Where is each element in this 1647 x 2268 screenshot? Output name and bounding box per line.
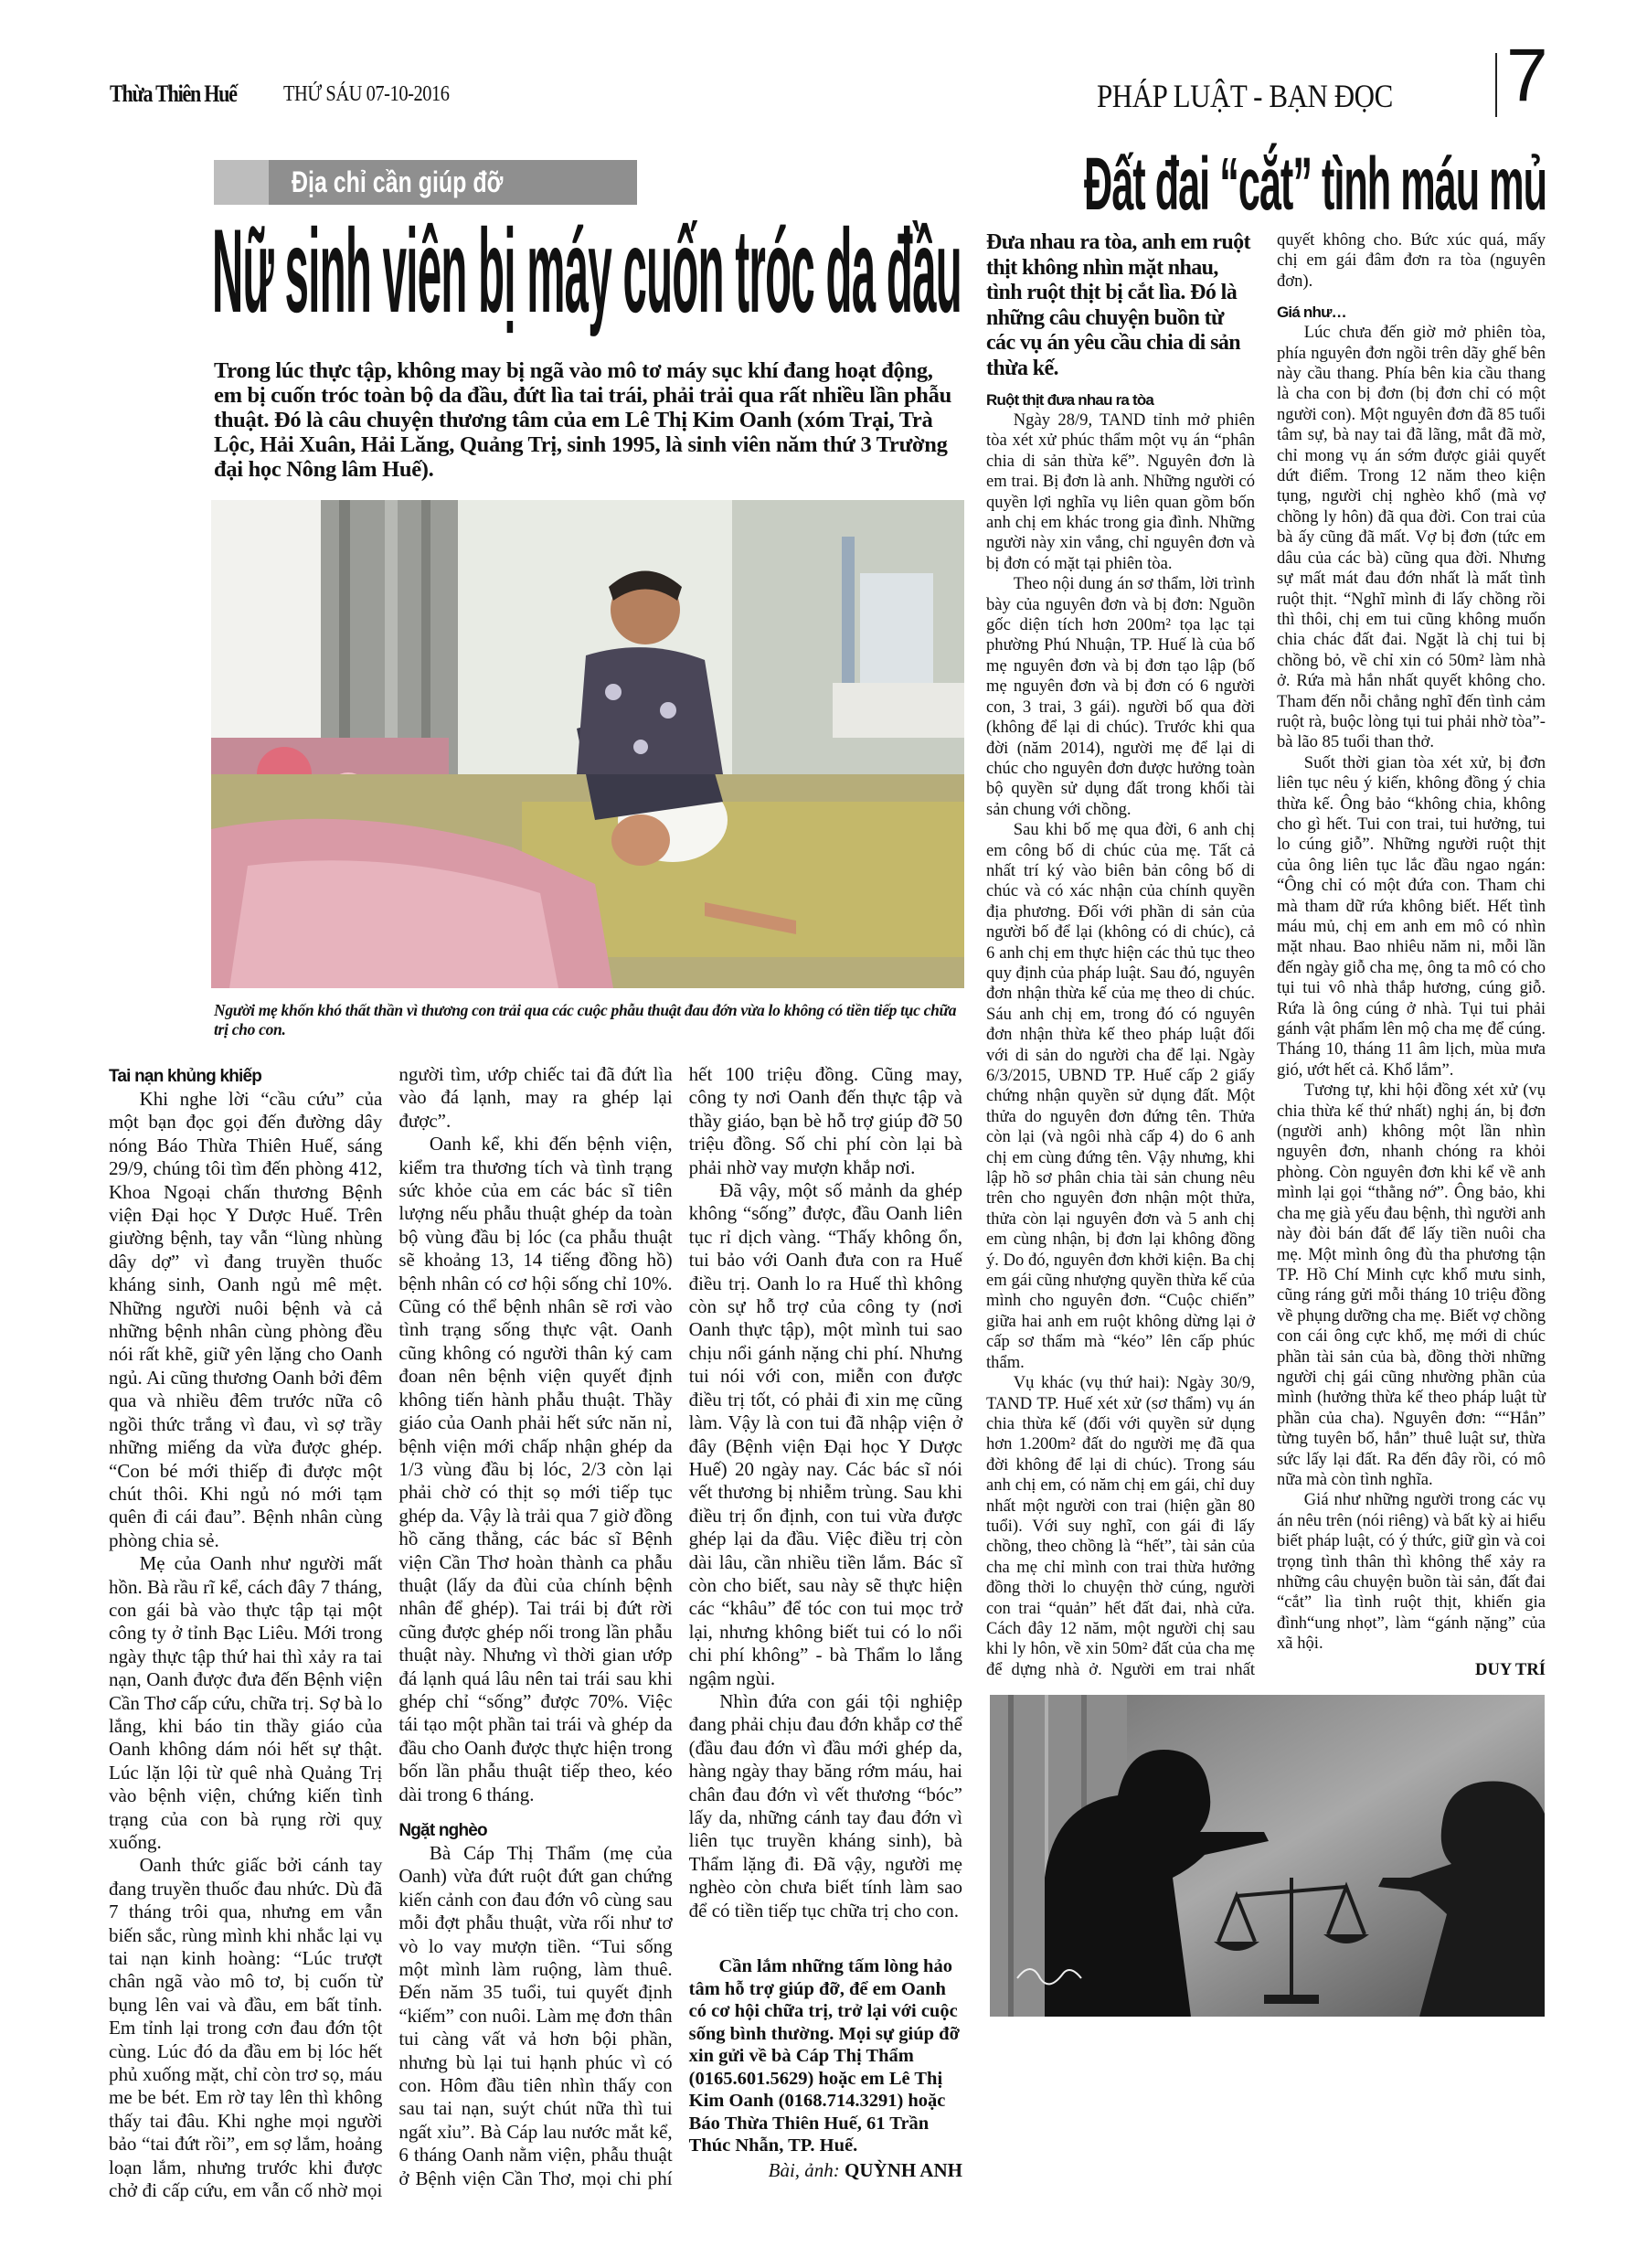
paragraph: Tương tự, khi hội đồng xét xử (vụ chia thừa kế thứ nhất) nghị án, bị đơn (người anh) không một lần nhìn nguyên đơn, nhanh chóng ra khỏi phòng. Còn nguyên đơn khi kể về anh mình lại gọi “thằng nớ”. Ông bảo, khi cha mẹ già yếu đau bệnh, thì người anh này đòi bán đất để lấy tiền nuôi cha mẹ. Một mình ông đù tha phương tận TP. Hồ Chí Minh cực khổ mưu sinh, cũng ráng gửi mỗi tháng 10 triệu đồng về phụng dưỡng cha mẹ. Biết vợ chồng con cái ông cực khổ, mẹ mới di chúc phần tài sản của bà, đồng thời những người chị gái cũng nhường phần của mình (hưởng thừa kế theo pháp luật từ phần của cha). Nguyên đơn: ““Hắn” từng tuyên bố, hắn” thuê luật sư, thừa sức lấy lại đất. Ra đến đây rồi, có mô nữa mà còn tình nghĩa. <box>1277 1081 1546 1489</box>
paragraph: Suốt thời gian tòa xét xử, bị đơn liên tục nêu ý kiến, không đồng ý chia thừa kế. Ông bảo “không chia, không cho gì hết. Tui con trai, tui hưởng, tui lo cúng giỗ”. Những người ruột thịt của ông liên tục lắc đầu ngao ngán: “Ông chỉ có một đứa con. Tham chi mà tham dữ rứa không biết. Hết tình máu mủ, chị em anh em mô có nhìn mặt nhau. Bao nhiêu năm ni, mỗi lần đến ngày giỗ cha mẹ, ông ta mô có cho tụi tui vô nhà thắp hương, cúng giỗ. Rứa là ông cúng ở nhà. Tụi tui phải gánh vật phẩm lên mộ cha mẹ để cúng. Tháng 10, tháng 11 âm lịch, mùa mưa gió, ướt hết cả. Khổ lắm”. <box>1277 752 1546 1080</box>
hospital-photo-image <box>211 500 964 988</box>
subheading-ruot-thit: Ruột thịt đưa nhau ra tòa <box>986 391 1154 409</box>
paragraph: Ngày 28/9, TAND tỉnh mở phiên tòa xét xử phúc thẩm một vụ án “phân chia di sản thừa kế”. Nguyên đơn là em trai. Bị đơn là anh. Những người có quyền lợi nghĩa vụ liên quan gồm bốn anh chị em khác trong gia đình. Những người này xin vắng, chỉ nguyên đơn và bị đơn có mặt tại phiên tòa. <box>986 410 1255 573</box>
paragraph: Lúc chưa đến giờ mở phiên tòa, phía nguyên đơn ngồi trên dãy ghế bên này cầu thang. Phía bên kia cầu thang là cha con bị đơn (bị đơn chỉ có một người con). Một nguyên đơn đã 85 tuổi tâm sự, bà nay tai đã lãng, mắt đã mờ, chỉ mong vụ án sớm được giải quyết dứt điểm. Trong 12 năm theo kiện tụng, người chị nghèo khổ (mà vợ chồng ly hôn) đã qua đời. Con trai của bà ấy cũng đã mất. Vợ bị đơn (tức em dâu của các bà) cũng qua đời. Nhưng sự mất mát đau đớn nhất là mất tình ruột thịt. “Nghĩ mình đi lấy chồng rồi thì thôi, chị em tui cũng không muốn chia chác đất đai. Ngặt là chị tui bị chồng bỏ, về chỉ xin có 50m² làm nhà ở. Rứa mà hắn nhất quyết không cho. Tham đến nỗi chẳng nghĩ đến tình cảm ruột rà, buộc lòng tụi tui phải nhờ tòa”- bà lão 85 tuổi than thở. <box>1277 323 1546 752</box>
byline-author: QUỲNH ANH <box>845 2158 962 2181</box>
section-label-box <box>214 160 637 205</box>
issue-date: THỨ SÁU 07-10-2016 <box>283 82 450 106</box>
right-article-intro: Đưa nhau ra tòa, anh em ruột thịt không nhìn mặt nhau, tình ruột thịt bị cắt lìa. Đó là những câu chuyện buồn từ các vụ án yêu cầu chia di sản thừa kế. <box>986 230 1250 380</box>
paragraph: Theo nội dung án sơ thẩm, lời trình bày của nguyên đơn và bị đơn: Nguồn gốc diện tích hơn 200m² tọa lạc tại phường Phú Nhuận, TP. Huế là của bố mẹ nguyên đơn và bị đơn tạo lập (bố mẹ nguyên đơn và bị đơn có 6 người con, 3 trai, 3 gái). người bố qua đời (không để lại di chúc). Trước khi qua đời (năm 2014), người mẹ để lại di chúc cho nguyên đơn được hưởng toàn bộ quyền sử dụng đất trong khối tài sản chung với chồng. <box>986 574 1255 819</box>
section-name: PHÁP LUẬT - BẠN ĐỌC <box>1097 78 1393 114</box>
silhouette-scales-illustration <box>990 1695 1545 2017</box>
paper-name: Thừa Thiên Huế <box>110 80 237 107</box>
article-photo <box>211 500 964 988</box>
left-article <box>109 358 962 2203</box>
left-article-title: Nữ sinh viên bị máy cuốn tróc da đầu <box>212 204 962 338</box>
label-accent <box>214 160 269 205</box>
paragraph: Oanh kể, khi đến bệnh viện, kiểm tra thương tích và tình trạng sức khỏe của em các bác sĩ tiên lượng nếu phẫu thuật ghép da toàn bộ vùng đầu bị lóc (ca phẫu thuật sẽ khoảng 13, 14 tiếng đồng hồ) bệnh nhân có cơ hội sống chỉ 10%. Cũng có thể bệnh nhân sẽ rơi vào tình trạng sống thực vật. Oanh cũng không có người thân ký cam đoan nên bệnh viện quyết định không tiến hành phẫu thuật. Thầy giáo của Oanh phải hết sức năn nỉ, bệnh viện mới chấp nhận ghép da 1/3 vùng đầu bị lóc, 2/3 còn lại phải chờ có thịt sọ mới tiếp tục ghép da. Vậy là trải qua 7 giờ đồng hồ căng thẳng, các bác sĩ Bệnh viện Cần Thơ hoàn thành ca phẫu thuật (lấy da đùi của chính bệnh nhân để ghép). Tai trái bị đứt rời cũng được ghép nối trong lần phẫu thuật này. Nhưng vì thời gian ướp đá lạnh quá lâu nên tai trái sau khi ghép chỉ “sống” được 70%. Việc tái tạo một phần tai trái và ghép da đầu cho Oanh được thực hiện trong bốn lần phẫu thuật tiếp theo, kéo dài trong 6 tháng. <box>398 1133 673 1805</box>
right-article-headline <box>1084 141 1546 226</box>
right-article-body <box>986 230 1546 1680</box>
subheading-tai-nan: Tai nạn khủng khiếp <box>109 1067 262 1086</box>
paragraph: Sau khi bố mẹ qua đời, 6 anh chị em công bố di chúc của mẹ. Tất cả nhất trí ký vào biên bản công bố di chúc và có xác nhận của chính quyền địa phương. Đối với phần di sản của người bố để lại (không có di chúc), cả 6 anh chị em thực hiện các thủ tục theo quy định của pháp luật. Sau đó, nguyên đơn nhận thừa kế của mẹ theo di chúc. Sáu anh chị em, trong đó có nguyên đơn nhận thừa kế theo pháp luật đối với di sản do người cha để lại. Ngày 6/3/2015, UBND TP. Huế cấp 2 giấy chứng nhận quyền sử dụng đất. Một thửa do nguyên đơn đứng tên. Thửa còn lại (và ngôi nhà cấp 4) do 6 anh chị em cùng đứng tên. Vậy nhưng, khi lập hồ sơ phân chia tài sản chung nêu trên cho nguyên đơn nhận một thửa, thửa còn lại nguyên đơn và 5 anh chị em cùng nhận, bị đơn lại không đồng ý. Do đó, nguyên đơn khởi kiện. Ba chị em gái cũng nhượng quyền thừa kế của mình cho nguyên đơn. “Cuộc chiến” giữa hai anh em ruột không dừng lại ở cấp sơ thẩm mà “kéo” lên cấp phúc thẩm. <box>986 820 1255 1372</box>
paragraph: Bà Cáp Thị Thẩm (mẹ của Oanh) vừa đứt ruột đứt gan chứng kiến cảnh con đau đớn vô cùng sau mỗi đợt phẫu thuật, vừa rối như tơ vò lo vay mượn tiền. “Tui sống một mình làm ruộng, làm thuê. Đến năm 35 tuổi, tui quyết định “kiếm” con nuôi. Làm mẹ đơn thân tui càng vất vả hơn bội phần, nhưng bù lại tui hạnh phúc vì có con. Hôm đầu tiên nhìn thấy con sau tai nạn, suýt chút nữa thì tui ngất xỉu”. Bà Cáp lau nước mắt kể, 6 tháng Oanh nằm viện, phẫu thuật ở Bệnh viện Cần Thơ, mọi chi phí hết 100 triệu đồng. Cũng may, công ty nơi Oanh đến thực tập và thầy giáo, bạn bè hỗ trợ giúp đỡ 50 triệu đồng. Số chi phí còn lại bà phải nhờ vay mượn khắp nơi. <box>398 1063 962 2189</box>
byline <box>689 2159 962 2182</box>
section-label: Địa chỉ cần giúp đỡ <box>292 165 504 198</box>
right-article-author: DUY TRÍ <box>1475 1659 1546 1679</box>
paragraph: Đã vậy, một số mảnh da ghép không “sống” được, đầu Oanh liên tục rỉ dịch vàng. “Thấy không ổn, tui bảo với Oanh đưa con ra Huế điều trị. Oanh lo ra Huế thì không còn sự hỗ trợ của công ty (nơi Oanh thực tập), một mình tui sao chịu nổi gánh nặng chi phí. Nhưng tui nói với con, miễn con được điều trị tốt, có phải đi xin mẹ cũng làm. Vậy là con tui đã nhập viện ở đây (Bệnh viện Đại học Y Dược Huế) 20 ngày nay. Các bác sĩ nói vết thương bị nhiễm trùng. Sau khi điều trị ổn định, con tui vừa được ghép lại da đầu. Việc điều trị còn dài lâu, cần nhiều tiền lắm. Bác sĩ còn cho biết, sau này sẽ thực hiện các “khâu” để tóc con tui mọc trở lại, nhưng không biết tui có lo nổi chi phí không” - bà Thẩm lo lắng ngậm ngùi. <box>688 1179 962 1689</box>
page-number: 7 <box>1506 34 1548 117</box>
subheading-ngat-ngheo: Ngặt nghèo <box>398 1821 487 1840</box>
left-article-body <box>109 1063 962 2203</box>
photo-caption: Người mẹ khốn khó thất thần vì thương con trải qua các cuộc phẫu thuật đau đớn vừa lo không có tiền tiếp tục chữa trị cho con. <box>214 1001 957 1038</box>
paragraph: Giá như những người trong các vụ án nêu trên (nói riêng) và bất kỳ ai hiểu biết pháp luật, có ý thức, giữ gìn và coi trọng tình thân thì không thể xảy ra những câu chuyện buồn tài sản, đất đai “cắt” lìa tình ruột thịt, khiến gia đình“ung nhọt”, làm “gánh nặng” của xã hội. <box>1277 1490 1546 1654</box>
paragraph: Oanh thức giấc bởi cánh tay đang truyền thuốc đau nhức. Dù đã 7 tháng trôi qua, nhưng em vẫn biến sắc, rùng mình khi nhắc lại vụ tai nạn kinh hoàng: “Lúc trượt chân ngã vào mô tơ, bị cuốn từ bụng lên vai và đầu, em bất tỉnh. Em tỉnh lại trong cơn đau đớn tột cùng. Lúc đó da đầu em bị lóc hết phủ xuống mặt, chỉ còn trơ sọ, máu me be bét. Em rờ tay lên thì không thấy tai đâu. Khi nghe mọi người bảo “tai đứt rồi”, em sợ lắm, hoảng loạn lắm, nhưng trước khi được chở đi cấp cứu, em vẫn cố nhờ mọi người tìm, ướp chiếc tai đã đứt lìa vào đá lạnh, may ra ghép lại được”. <box>109 1063 673 2202</box>
paragraph: Nhìn đứa con gái tội nghiệp đang phải chịu đau đớn khắp cơ thể (đầu đau đớn vì đầu mới ghép da, hàng ngày thay băng rớm máu, hai chân đau đớn vì vết thương “bóc” lấy da, những cánh tay đau đớn vì liên tục truyền kháng sinh), bà Thẩm lặng đi. Đã vậy, người mẹ nghèo còn chưa biết tính làm sao để có tiền tiếp tục chữa trị cho con. <box>688 1689 962 1922</box>
header-divider <box>1495 53 1497 117</box>
donation-appeal: Cần lắm những tấm lòng hảo tâm hỗ trợ giúp đỡ, để em Oanh có cơ hội chữa trị, trở lại với cuộc sống bình thường. Mọi sự giúp đỡ xin gửi về bà Cáp Thị Thẩm (0165.601.5629) hoặc em Lê Thị Kim Oanh (0168.714.3291) hoặc Báo Thừa Thiên Huế, 61 Trần Thúc Nhẫn, TP. Huế. <box>688 1956 960 2156</box>
paragraph: Mẹ của Oanh như người mất hồn. Bà rầu rĩ kể, cách đây 7 tháng, con gái bà vào thực tập tại một công ty ở tỉnh Bạc Liêu. Mới trong ngày thực tập thứ hai thì xảy ra tai nạn, Oanh được đưa đến Bệnh viện Cần Thơ cấp cứu, chữa trị. Sợ bà lo lắng, khi báo tin thầy giáo của Oanh không dám nói hết sự thật. Lúc lặn lội từ quê nhà Quảng Trị vào bệnh viện, chứng kiến tình trạng của con bà rụng rời quỵ xuống. <box>109 1552 383 1853</box>
right-article-title: Đất đai “cắt” tình máu mủ <box>1084 141 1546 226</box>
paragraph: Khi nghe lời “cầu cứu” của một bạn đọc gọi đến đường dây nóng Báo Thừa Thiên Huế, sáng 29/9, chúng tôi tìm đến phòng 412, Khoa Ngoại chấn thương Bệnh viện Đại học Y Dược Huế. Trên giường bệnh, tay vẫn “lùng nhùng dây dợ” vì đang truyền thuốc kháng sinh, Oanh ngủ mê mệt. Những người nuôi bệnh và cả những bệnh nhân cùng phòng đều nói rất khẽ, giữ yên lặng cho Oanh ngủ. Ai cũng thương Oanh bởi đêm qua và nhiều đêm trước nữa cô ngồi thức trắng vì đau, vì sợ trầy những miếng da vừa được ghép. “Con bé mới thiếp đi được một chút thôi. Khi ngủ nó mới tạm quên đi cái đau”. Bệnh nhân cùng phòng chia sẻ. <box>109 1088 383 1551</box>
subheading-gia-nhu: Giá như… <box>1277 303 1346 322</box>
byline-label: Bài, ảnh: <box>768 2158 845 2181</box>
justice-illustration <box>990 1695 1545 2017</box>
paragraph: Vụ khác (vụ thứ hai): Ngày 30/9, TAND TP. Huế xét xử (sơ thẩm) vụ án chia thừa kế (đối với quyền sử dụng hơn 1.200m² đất do người mẹ đã qua đời không để lại di chúc). Trong sáu anh chị em, có năm chị em gái, chỉ duy nhất một người con trai (hiện gần 80 tuổi). Với suy nghĩ, con gái đi lấy chồng, theo chồng là “hết”, tài sản của cha mẹ chỉ mình con trai thừa hưởng đồng thời lo chuyện thờ cúng, người con trai “quản” hết đất đai, nhà cửa. Cách đây 12 năm, một người chị sau khi ly hôn, về xin 50m² đất của cha mẹ để dựng nhà ở. Người em trai nhất quyết không cho. Bức xúc quá, mấy chị em gái đâm đơn ra tòa (nguyên đơn). <box>986 230 1546 1679</box>
right-article <box>986 230 1546 2017</box>
left-article-lead: Trong lúc thực tập, không may bị ngã vào mô tơ máy sục khí đang hoạt động, em bị cuốn tróc toàn bộ da đầu, đứt lìa tai trái, phải trải qua rất nhiều lần phẫu thuật. Đó là câu chuyện thương tâm của em Lê Thị Kim Oanh (xóm Trại, Trà Lộc, Hải Xuân, Hải Lăng, Quảng Trị, sinh 1995, là sinh viên năm thứ 3 Trường đại học Nông lâm Huế). <box>214 358 951 482</box>
left-article-headline <box>212 204 962 338</box>
